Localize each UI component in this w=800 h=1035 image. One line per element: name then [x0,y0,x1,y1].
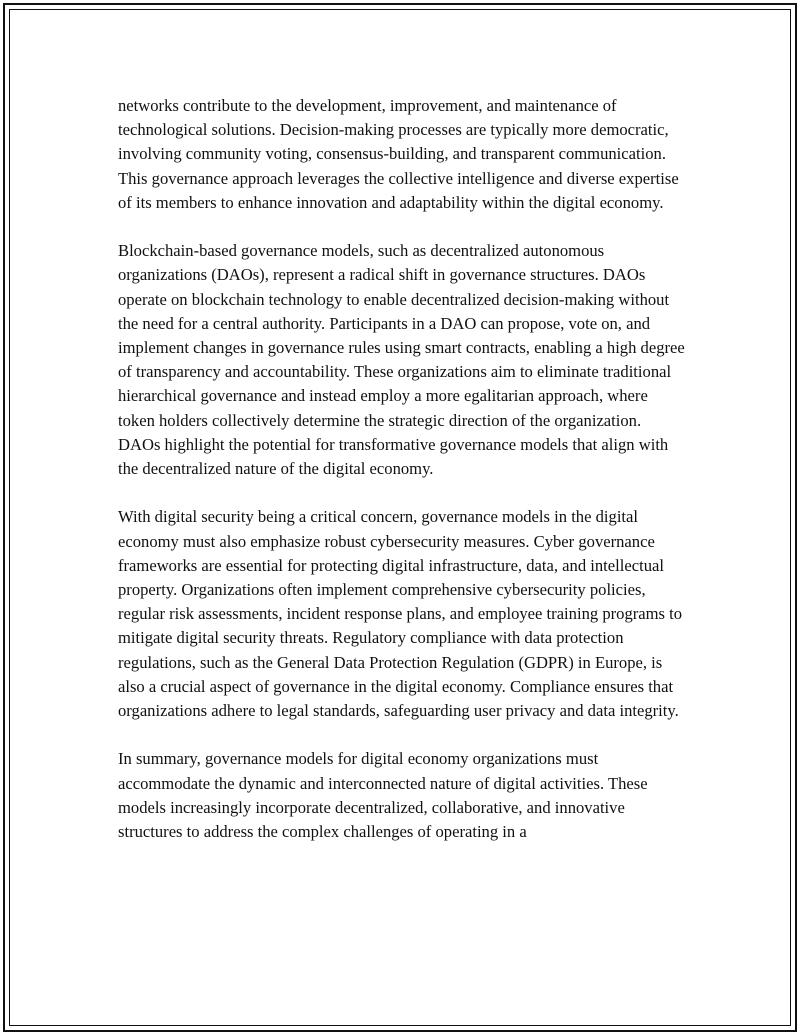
paragraph-3: With digital security being a critical concern, governance models in the digital economy must also emphasize robust cybersecurity measures. Cyber governance frameworks are essential for protecting digital infrastructure, data, and intellectual property. Organizations often implement comprehensive cybersecurity policies, regular risk assessments, incident response plans, and employee training programs to mitigate digital security threats. Regulatory compliance with data protection regulations, such as the General Data Protection Regulation (GDPR) in Europe, is also a crucial aspect of governance in the digital economy. Compliance ensures that organizations adhere to legal standards, safeguarding user privacy and data integrity. [118,507,683,721]
document-body [118,94,686,868]
paragraph-4: In summary, governance models for digital economy organizations must accommodate the dynamic and interconnected nature of digital activities. These models increasingly incorporate decentralized, collaborative, and innovative structures to address the complex challenges of operating in a [118,749,648,842]
paragraph-2: Blockchain-based governance models, such as decentralized autonomous organizations (DAOs), represent a radical shift in governance structures. DAOs operate on blockchain technology to enable decentralized decision-making without the need for a central authority. Participants in a DAO can propose, vote on, and implement changes in governance rules using smart contracts, enabling a high degree of transparency and accountability. These organizations aim to eliminate traditional hierarchical governance and instead employ a more egalitarian approach, where token holders collectively determine the strategic direction of the organization. DAOs highlight the potential for transformative governance models that align with the decentralized nature of the digital economy. [118,241,685,479]
paragraph-1: networks contribute to the development, improvement, and maintenance of technological solutions. Decision-making processes are typically more democratic, involving community voting, consensus-building, and transparent communication. This governance approach leverages the collective intelligence and diverse expertise of its members to enhance innovation and adaptability within the digital economy. [118,96,679,212]
